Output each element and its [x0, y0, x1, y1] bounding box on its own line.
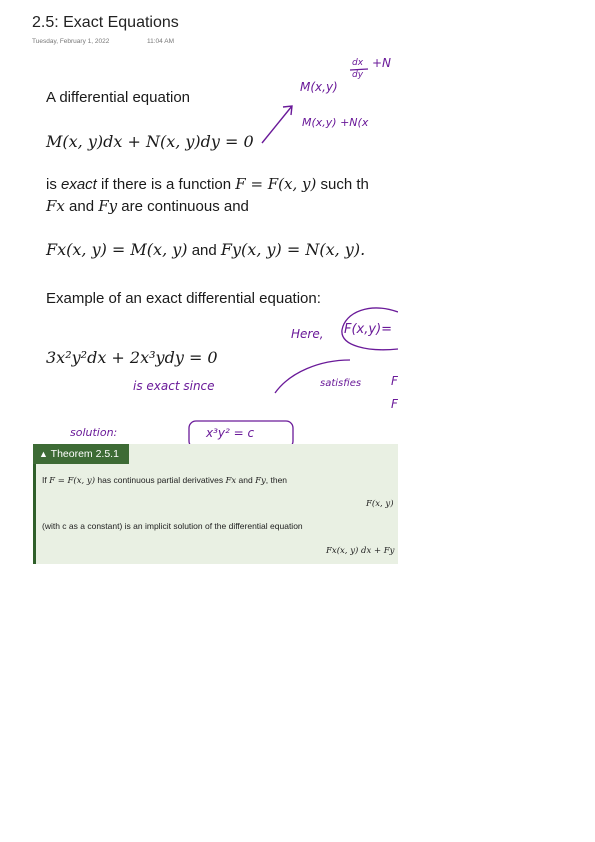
theorem-header — [33, 444, 129, 464]
ink-top-M: M(x,y) — [300, 80, 338, 94]
ink-solution-label: solution: — [70, 426, 118, 439]
def-text-c: if there is a function — [96, 176, 236, 193]
thm-text-c: , then — [265, 475, 288, 485]
ink-F2: F — [391, 397, 398, 411]
example-heading: Example of an exact differential equation: — [46, 290, 321, 307]
page-title: 2.5: Exact Equations — [32, 14, 179, 31]
def-math-F: F = F(x, y) — [235, 175, 317, 193]
def-fy: Fy — [98, 197, 118, 215]
thm-fy: Fy — [255, 476, 266, 486]
ink-arrow — [262, 106, 292, 143]
thm-fx: Fx — [225, 476, 237, 486]
def-rest: are continuous and — [117, 198, 249, 215]
condition-fx: Fx(x, y) = M(x, y) — [46, 240, 188, 259]
ink-frac-den: dy — [352, 70, 364, 80]
page-date: Tuesday, February 1, 2022 — [32, 38, 110, 45]
intro-text: A differential equation — [46, 89, 191, 106]
theorem-display1: F(x, y) — [366, 499, 394, 509]
thm-text-b: has continuous partial derivatives — [95, 475, 226, 485]
example-equation: 3x²y²dx + 2x³ydy = 0 — [46, 348, 218, 367]
ink-top-plusN: +N — [372, 56, 392, 70]
theorem-line1 — [42, 475, 287, 486]
def-text-d: such th — [316, 176, 369, 193]
ink-here: Here, — [291, 327, 324, 341]
ink-solution-value: x³y² = c — [206, 426, 255, 440]
thm-text-a: If — [42, 475, 50, 485]
ink-F-expr: F(x,y)= — [344, 322, 393, 337]
thm-and: and — [236, 475, 256, 485]
def-fx: Fx — [46, 197, 65, 215]
condition-and: and — [187, 242, 221, 259]
thm-math-F: F = F(x, y) — [49, 476, 96, 486]
theorem-line2: (with c as a constant) is an implicit solution of the differential equation — [42, 521, 303, 531]
def-text-a: is — [46, 176, 61, 193]
condition-fy: Fy(x, y) = N(x, y). — [220, 240, 366, 259]
ink-is-exact: is exact since — [133, 379, 215, 393]
book-icon: ▲ — [39, 449, 48, 459]
ink-frac-num: dx — [352, 58, 364, 68]
page-time: 11:04 AM — [147, 38, 174, 45]
def-exact-word: exact — [61, 176, 97, 193]
main-equation: M(x, y)dx + N(x, y)dy = 0 — [46, 132, 254, 151]
theorem-display2: Fx(x, y) dx + Fy — [326, 546, 395, 556]
ink-mid: M(x,y) +N(x — [302, 116, 369, 129]
ink-F1: F — [391, 374, 398, 388]
theorem-header-label: Theorem 2.5.1 — [50, 448, 119, 460]
def-and: and — [64, 198, 99, 215]
ink-satisfies: satisfies — [320, 378, 362, 389]
